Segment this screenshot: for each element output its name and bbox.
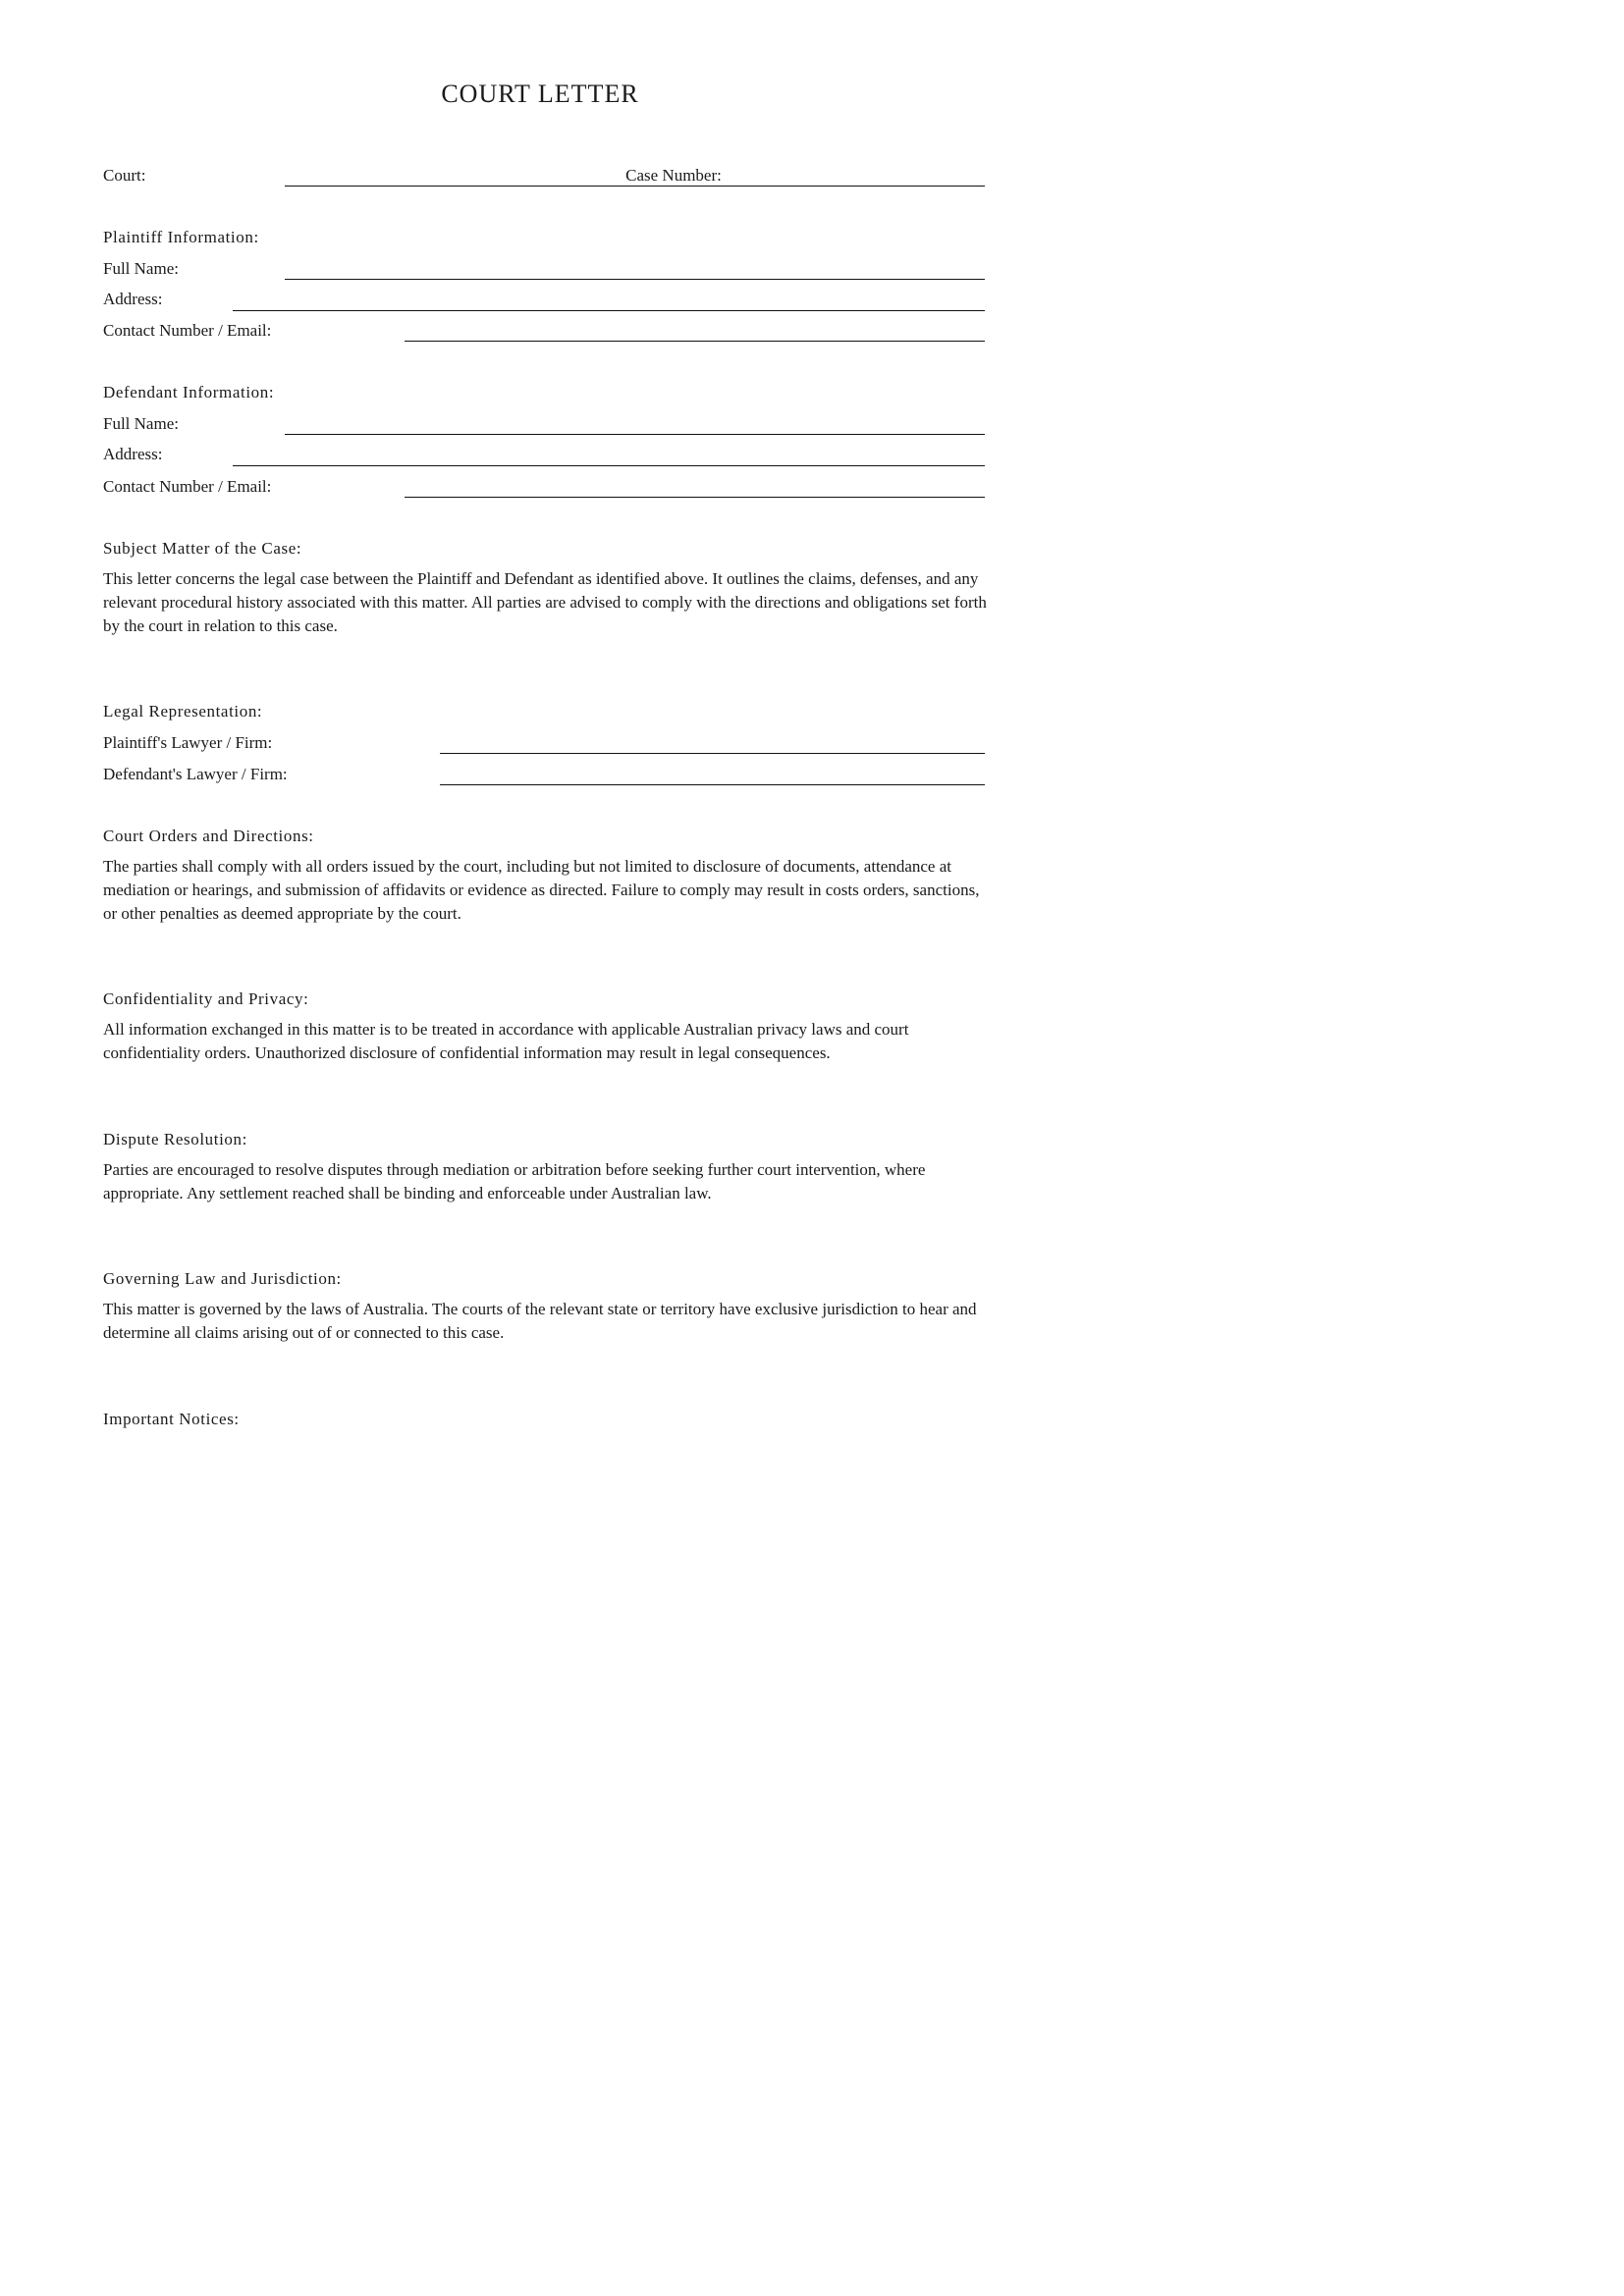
plaintiff-address-label: Address:: [103, 290, 163, 308]
orders-paragraph: The parties shall comply with all orders issued by the court, including but not limited to disclosure of documents, attendance at mediation or hearings, and submission of affidavits or evidence as directed. Failure to comply may result in costs orders, sanctions, or other penalties as deemed appropriate by the court.: [103, 857, 980, 923]
plaintiff-lawyer-line[interactable]: [440, 753, 985, 754]
notices-section-heading: Important Notices:: [103, 1410, 240, 1428]
plaintiff-full-name-line[interactable]: [285, 279, 985, 280]
defendant-contact-line[interactable]: [405, 497, 985, 498]
plaintiff-full-name-label: Full Name:: [103, 259, 179, 278]
defendant-lawyer-line[interactable]: [440, 784, 985, 785]
plaintiff-lawyer-label: Plaintiff's Lawyer / Firm:: [103, 733, 273, 752]
plaintiff-contact-line[interactable]: [405, 341, 985, 342]
subject-paragraph: This letter concerns the legal case between the Plaintiff and Defendant as identified above. It outlines the claims, defenses, and any relevant procedural history associated with this matter. All parties are advised to comply with the directions and obligations set forth by the court in relation to this case.: [103, 569, 987, 635]
defendant-address-line[interactable]: [233, 465, 985, 466]
defendant-section-heading: Defendant Information:: [103, 383, 275, 401]
court-letter-page: [0, 0, 1080, 1527]
plaintiff-section-heading: Plaintiff Information:: [103, 228, 259, 246]
orders-section-heading: Court Orders and Directions:: [103, 827, 314, 845]
document-title: COURT LETTER: [441, 80, 639, 108]
confidentiality-section-heading: Confidentiality and Privacy:: [103, 989, 309, 1008]
dispute-section-heading: Dispute Resolution:: [103, 1130, 247, 1148]
subject-section-heading: Subject Matter of the Case:: [103, 539, 302, 558]
defendant-full-name-line[interactable]: [285, 434, 985, 435]
plaintiff-contact-label: Contact Number / Email:: [103, 321, 272, 340]
governing-paragraph: This matter is governed by the laws of Australia. The courts of the relevant state or territory have exclusive jurisdiction to hear and determine all claims arising out of or connected to this case.: [103, 1300, 977, 1342]
dispute-paragraph: Parties are encouraged to resolve disputes through mediation or arbitration before seeking further court intervention, where appropriate. Any settlement reached shall be binding and enforceable under Australian law.: [103, 1160, 926, 1202]
defendant-contact-label: Contact Number / Email:: [103, 477, 272, 496]
defendant-address-label: Address:: [103, 445, 163, 463]
case-number-label: Case Number:: [625, 166, 722, 185]
confidentiality-paragraph: All information exchanged in this matter is to be treated in accordance with applicable Australian privacy laws and court confidentiality orders. Unauthorized disclosure of confidential information may result in legal consequences.: [103, 1020, 909, 1062]
plaintiff-address-line[interactable]: [233, 310, 985, 311]
representation-section-heading: Legal Representation:: [103, 702, 263, 721]
defendant-lawyer-label: Defendant's Lawyer / Firm:: [103, 765, 288, 783]
court-label: Court:: [103, 166, 146, 185]
defendant-full-name-label: Full Name:: [103, 414, 179, 433]
governing-section-heading: Governing Law and Jurisdiction:: [103, 1269, 342, 1288]
